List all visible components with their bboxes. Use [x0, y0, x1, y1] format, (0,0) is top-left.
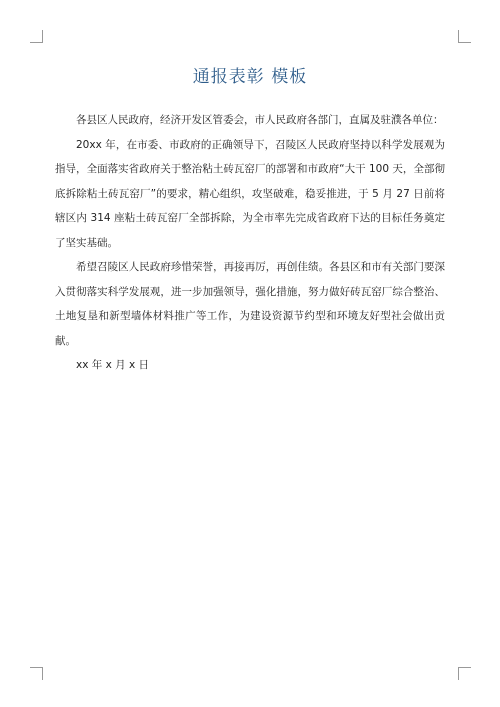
salutation-paragraph: 各县区人民政府，经济开发区管委会，市人民政府各部门，直属及驻濮各单位： [76, 114, 444, 126]
document-title: 通报表彰 模板 [192, 67, 308, 87]
crop-mark-bottom-left [30, 667, 43, 680]
body-paragraph-expectation: 希望召陵区人民政府珍惜荣誉，再接再厉，再创佳绩。各县区和市有关部门要深入贯彻落实科学发展观，进一步加强领导，强化措施，努力做好砖瓦窑厂综合整治、土地复垦和新型墙体材料推广等工作，为建设资源节约型和环境友好型社会做出贡献。 [55, 261, 445, 347]
crop-mark-bottom-right [458, 667, 471, 680]
crop-mark-top-right [458, 30, 471, 43]
crop-mark-top-left [30, 30, 43, 43]
body-paragraph-achievement: 20xx 年，在市委、市政府的正确领导下，召陵区人民政府坚持以科学发展观为指导，全面落实省政府关于整治粘土砖瓦窑厂的部署和市政府“大干 100 天，全部彻底拆除粘土砖瓦窑厂”的要求，精心组织，攻坚破难，稳妥推进，于 5 月 27 日前将辖区内 314 座粘土砖瓦窑厂全部拆除，为全市率先完成省政府下达的目标任务奠定了坚实基础。 [55, 138, 445, 249]
date-line: xx 年 x 月 x 日 [76, 359, 150, 371]
document-body [55, 108, 445, 378]
